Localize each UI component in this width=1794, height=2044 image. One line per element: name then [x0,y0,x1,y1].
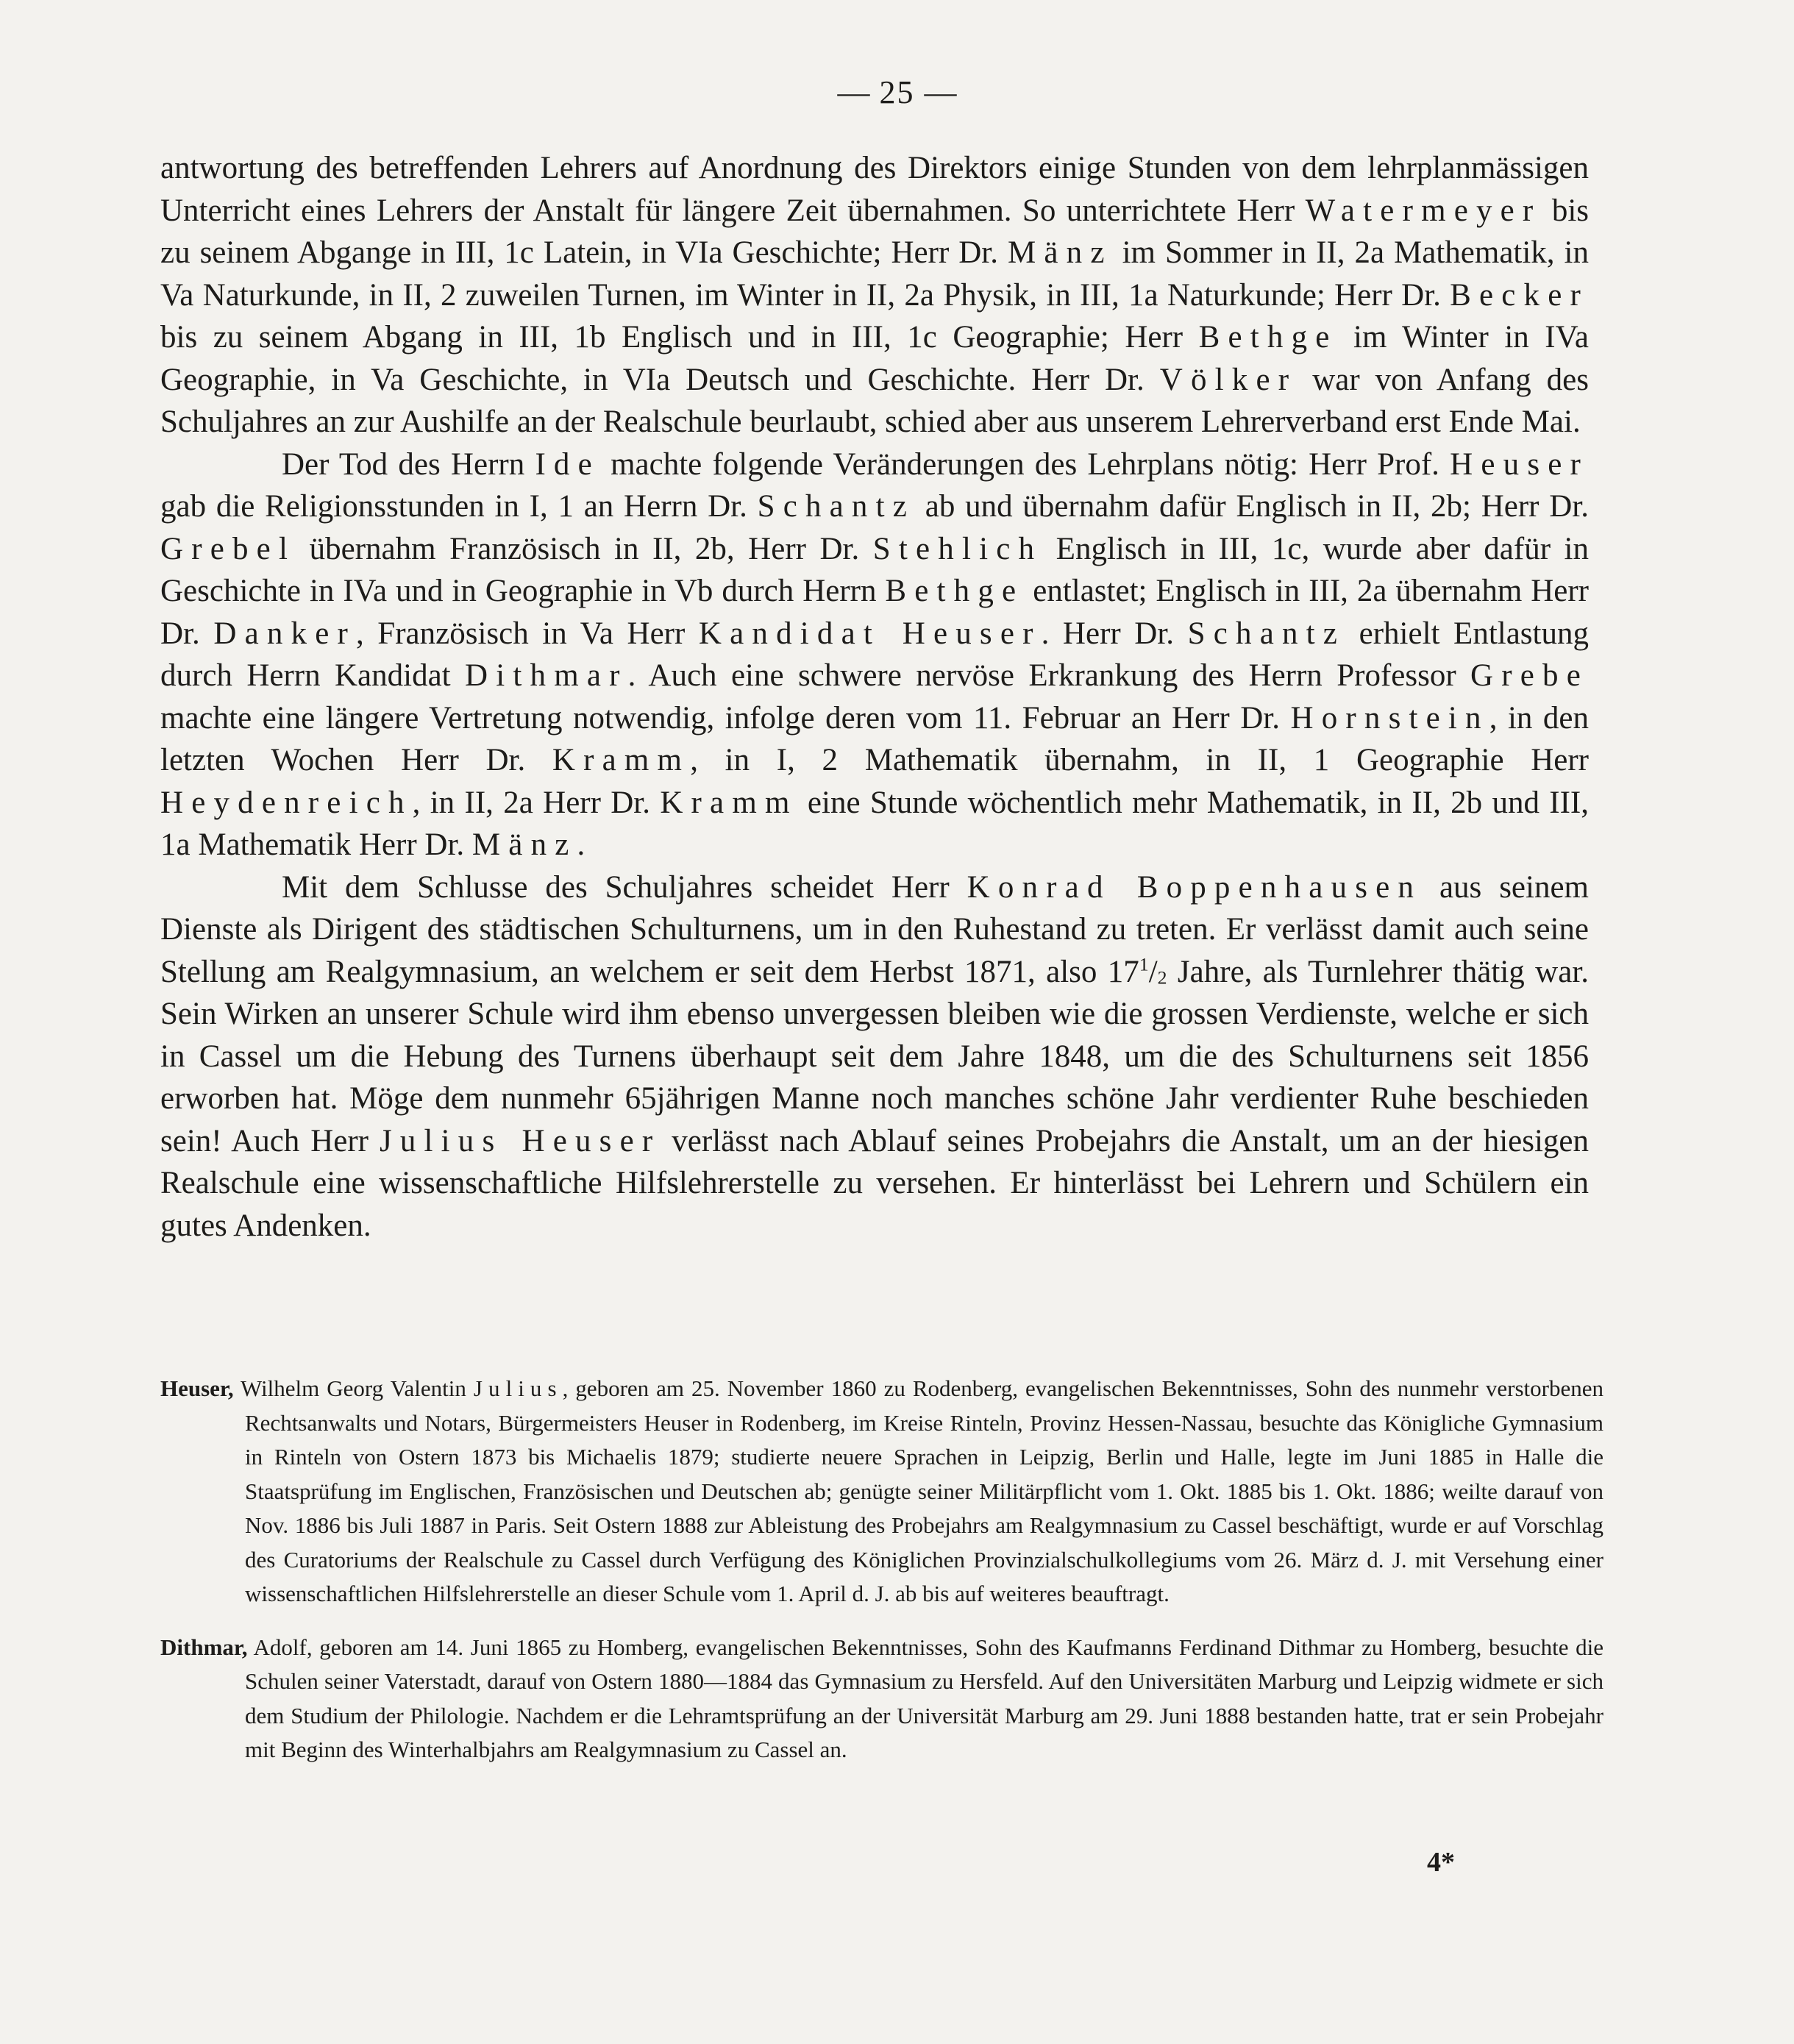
name-bethge: Bethge [885,574,1025,608]
name-ide: Ide [535,446,600,482]
name-becker: Becker [1450,277,1589,313]
fraction-slash: / [1148,954,1158,989]
name-stehlich: Stehlich [872,531,1043,566]
name-grebe: Grebe [1470,658,1589,693]
page-number-header [0,74,1794,111]
main-text [160,147,1589,1247]
name-schantz: Schantz [757,489,915,524]
bio-given-name-julius: Julius [473,1375,563,1401]
name-kramm: Kramm [552,743,691,777]
name-watermeyer: Watermeyer [1305,193,1542,228]
name-voelker: Völker [1159,362,1298,397]
bio-name-heuser: Heuser, [160,1375,234,1401]
name-boppenhausen: Konrad Boppenhausen [967,869,1423,905]
bio-name-dithmar: Dithmar, [160,1634,248,1660]
name-julius-heuser: Julius Heuser [379,1123,661,1158]
page-dash-left: — [837,74,870,110]
name-bethge: Bethge [1198,320,1338,355]
biographical-notes [160,1372,1603,1787]
name-maenz: Mänz [1007,235,1113,270]
page-dash-right: — [924,74,957,110]
bio-note-dithmar: Dithmar, Adolf, geboren am 14. Juni 1865 zu Homberg, evangelischen Bekenntnisses, Sohn des Kaufmanns Ferdinand Dithmar zu Homberg, besuchte die Schulen seiner Vaterstadt, darauf von Ostern 1880—1884 das Gymnasium zu Hersfeld. Auf den Universitäten Marburg und Leipzig widmete er sich dem Studium der Philologie. Nachdem er die Lehramtsprüfung an der Universität Marburg am 29. Juni 1888 bestanden hatte, trat er sein Probejahr mit Beginn des Winterhalbjahrs am Realgymnasium zu Cassel an. [160,1634,1603,1762]
bio-note-heuser: Heuser, Wilhelm Georg Valentin Julius, geboren am 25. November 1860 zu Rodenberg, evangelischen Bekenntnisses, Sohn des nunmehr verstorbenen Rechtsanwalts und Notars, Bürgermeisters Heuser in Rodenberg, im Kreise Rinteln, Provinz Hessen-Nassau, besuchte das Königliche Gymnasium in Rinteln von Ostern 1873 bis Michaelis 1879; studierte neuere Sprachen in Leipzig, Berlin und Halle, legte im Juni 1885 in Halle die Staatsprüfung im Englischen, Französischen und Deutschen ab; genügte seiner Militärpflicht vom 1. Okt. 1885 bis 1. Okt. 1886; weilte darauf von Nov. 1886 bis Juli 1887 in Paris. Seit Ostern 1888 zur Ableistung des Probejahrs am Realgymnasium zu Cassel beschäftigt, wurde er auf Vorschlag des Curatoriums der Realschule zu Cassel durch Verfügung des Königlichen Provinzialschulkollegiums vom 26. März d. J. mit Versehung einer wissenschaftlichen Hilfslehrerstelle an dieser Schule vom 1. April d. J. ab bis auf weiteres beauftragt. [160,1375,1604,1606]
name-grebel: Grebel [160,531,296,566]
name-schantz: Schantz [1187,616,1346,651]
name-maenz: Mänz [471,827,577,862]
name-kramm: Kramm [660,785,798,820]
fraction-denominator: 2 [1157,966,1167,989]
paragraph-farewell: Mit dem Schlusse des Schuljahres scheidet Herr Konrad Boppenhausen aus seinem Dienste als Dirigent des städtischen Schulturnens, um in den Ruhestand zu treten. Er verlässt damit auch seine Stellung am Realgymnasium, an welchem er seit dem Herbst 1871, also $17^1/_2$ Jahre, als Turnlehrer thätig war. Sein Wirken an unserer Schule wird ihm ebenso unvergessen bleiben wie die grossen Verdienste, welche er sich in Cassel um die Hebung des Turnens überhaupt seit dem Jahre 1848, um die des Schulturnens seit 1856 erworben hat. Möge dem nunmehr 65jährigen Manne noch manches schöne Jahr verdienter Ruhe beschieden sein! Auch Herr Julius Heuser verlässt nach Ablauf seines Probejahrs die Anstalt, um an der hiesigen Realschule eine wissenschaftliche Hilfslehrerstelle zu versehen. Er hinterlässt bei Lehrern und Schülern ein gutes Andenken. [160,869,1590,1243]
name-heuser: Heuser [1450,446,1589,482]
fraction-numerator: 1 [1139,953,1149,975]
name-heydenreich: Heydenreich [160,785,413,820]
paragraph-curriculum-changes: Der Tod des Herrn Ide machte folgende Veränderungen des Lehrplans nötig: Herr Prof. Heuser gab die Religionsstunden in I, 1 an Herrn Dr. Schantz ab und übernahm dafür Englisch in II, 2b; Herr Dr. Grebel übernahm Französisch in II, 2b, Herr Dr. Stehlich Englisch in III, 1c, wurde aber dafür in Geschichte in IVa und in Geographie in Vb durch Herrn Bethge entlastet; Englisch in III, 2a übernahm Herr Dr. Danker, Französisch in Va Herr Kandidat Heuser. Herr Dr. Schantz erhielt Entlastung durch Herrn Kandidat Dithmar. Auch eine schwere nervöse Erkrankung des Herrn Professor Grebe machte eine längere Vertretung notwendig, infolge deren vom 11. Februar an Herr Dr. Hornstein, in den letzten Wochen Herr Dr. Kramm, in I, 2 Mathematik übernahm, in II, 1 Geographie Herr Heydenreich, in II, 2a Herr Dr. Kramm eine Stunde wöchentlich mehr Mathematik, in II, 2b und III, 1a Mathematik Herr Dr. Mänz. [160,446,1590,862]
name-dithmar: Dithmar [465,658,628,693]
signature-mark: 4* [1427,1847,1455,1878]
name-kandidat-heuser: Kandidat Heuser [698,616,1042,651]
name-hornstein: Hornstein [1290,700,1489,736]
paragraph-teaching-assignments: antwortung des betreffenden Lehrers auf Anordnung des Direktors einige Stunden von dem lehrplanmässigen Unterricht eines Lehrers der Anstalt für längere Zeit übernahmen. So unterrichtete Herr Watermeyer bis zu seinem Abgange in III, 1c Latein, in VIa Geschichte; Herr Dr. Mänz im Sommer in II, 2a Mathematik, in Va Naturkunde, in II, 2 zuweilen Turnen, im Winter in II, 2a Physik, in III, 1a Naturkunde; Herr Dr. Becker bis zu seinem Abgang in III, 1b Englisch und in III, 1c Geographie; Herr Bethge im Winter in IVa Geographie, in Va Geschichte, in VIa Deutsch und Geschichte. Herr Dr. Völker war von Anfang des Schuljahres an zur Aushilfe an der Realschule beurlaubt, schied aber aus unserem Lehrerverband erst Ende Mai. [160,151,1590,439]
page-number: 25 [879,74,915,110]
name-danker: Danker [213,616,356,651]
